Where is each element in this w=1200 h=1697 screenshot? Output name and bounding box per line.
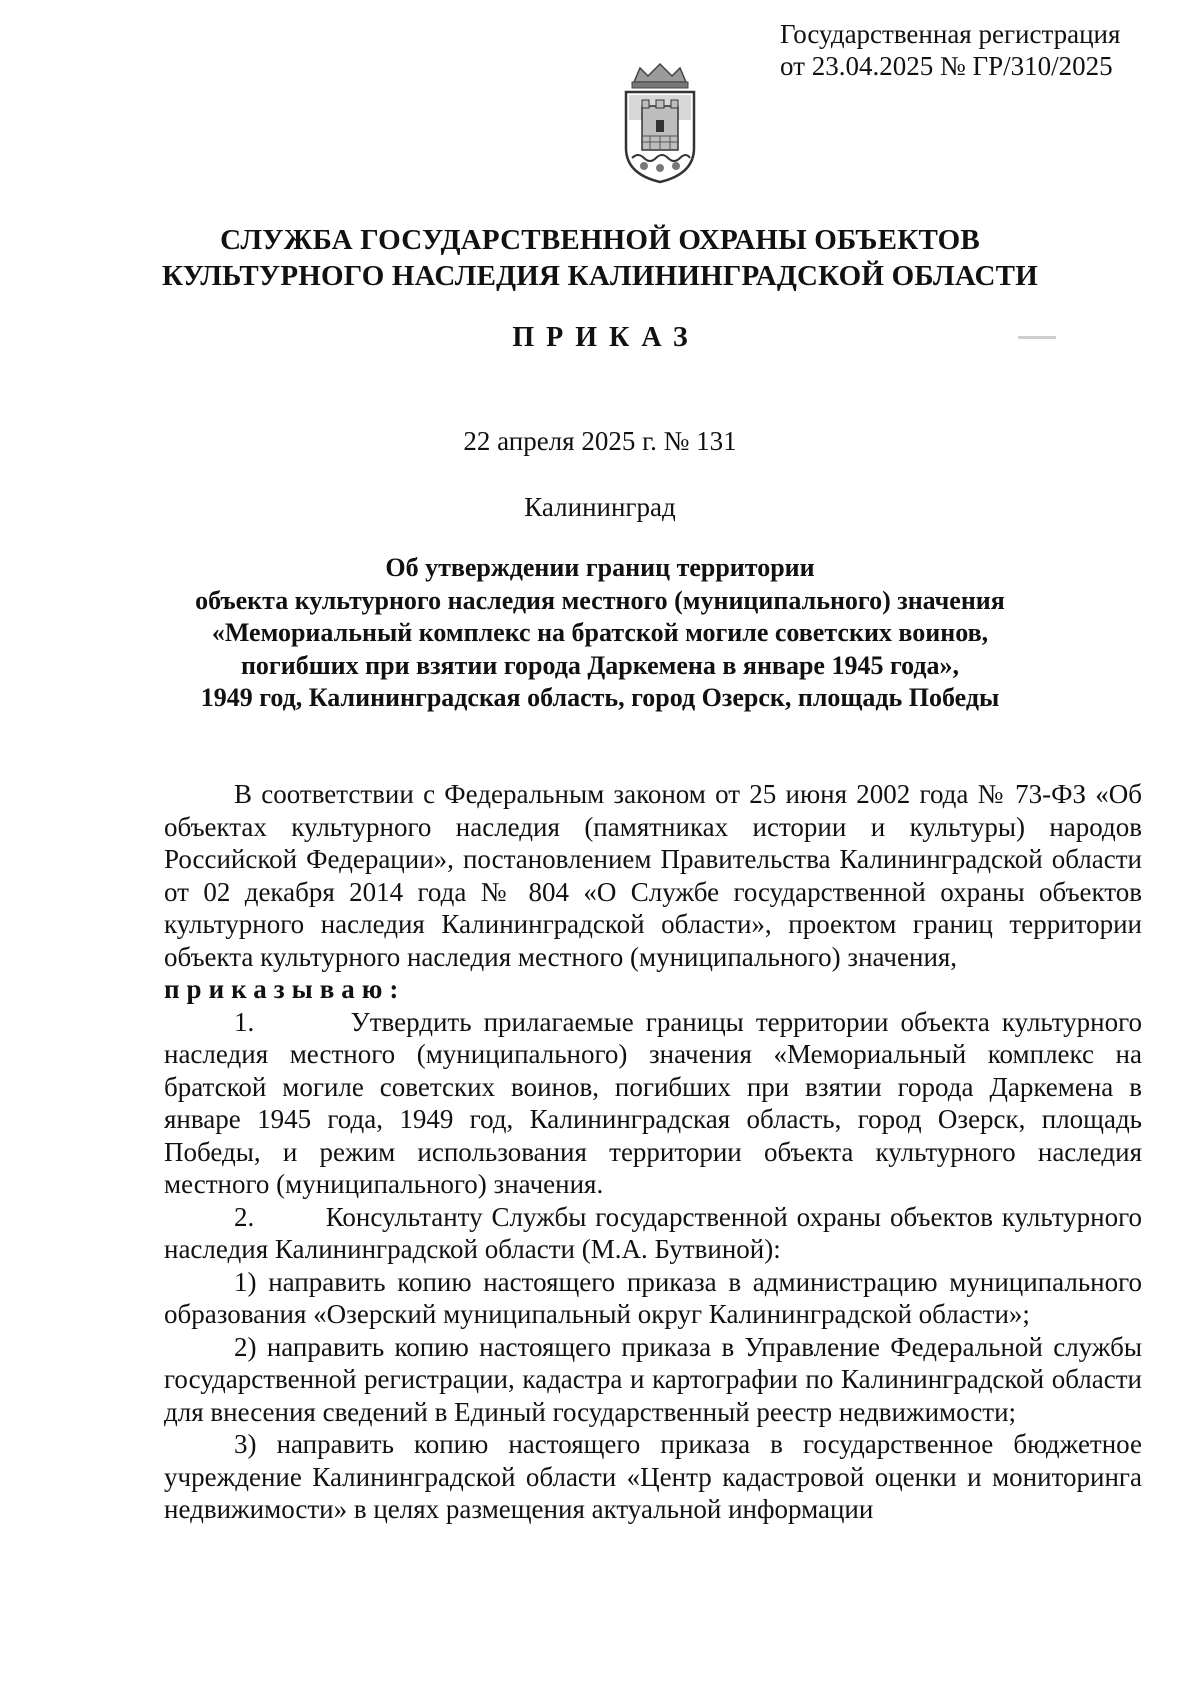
registration-line-1: Государственная регистрация (780, 19, 1121, 49)
document-type: ПРИКАЗ (512, 322, 700, 353)
order-verb-text: приказываю: (164, 974, 406, 1004)
preamble-paragraph: В соответствии с Федеральным законом от 25 июня 2002 года № 73-ФЗ «Об объектах культурного наследия (памятниках истории и культуры) народов Российской Федерации», постановлением Правительства Калининградской области от 02 декабря 2014 года № 804 «О Службе государственной охраны объектов культурного наследия Калининградской области», проектом границ территории объекта культурного наследия местного (муниципального) значения, (164, 779, 1142, 972)
registration-line-2: от 23.04.2025 № ГР/310/2025 (780, 51, 1113, 81)
agency-name-line-2: КУЛЬТУРНОГО НАСЛЕДИЯ КАЛИНИНГРАДСКОЙ ОБЛАСТИ (162, 260, 1038, 292)
title-line-3: «Мемориальный комплекс на братской могиле советских воинов, (211, 618, 989, 647)
clause-2-subitem-1: 1) направить копию настоящего приказа в администрацию муниципального образования «Озерский муниципальный округ Калининградской области»; (164, 1266, 1142, 1329)
document-body (164, 778, 1142, 1526)
title-line-4: погибших при взятии города Даркемена в январе 1945 года», (240, 650, 960, 680)
registration-stamp (780, 18, 1120, 82)
clause-2: 2. Консультанту Службы государственной охраны объектов культурного наследия Калининградской области (М.А. Бутвиной): (164, 1201, 1142, 1264)
scan-artifact (1018, 336, 1056, 339)
order-date-number: 22 апреля 2025 г. № 131 (463, 426, 737, 456)
title-line-1: Об утверждении границ территории (385, 553, 815, 582)
order-city: Калининград (524, 492, 676, 522)
clause-2-subitem-3: 3) направить копию настоящего приказа в государственное бюджетное учреждение Калининградской области «Центр кадастровой оценки и мониторинга недвижимости» в целях размещения актуальной информации (164, 1429, 1142, 1524)
order-verb (164, 973, 1142, 1006)
agency-name-line-1: СЛУЖБА ГОСУДАРСТВЕННОЙ ОХРАНЫ ОБЪЕКТОВ (220, 224, 980, 256)
kaliningrad-region-coat-of-arms-icon (612, 62, 708, 186)
title-line-5: 1949 год, Калининградская область, город Озерск, площадь Победы (200, 683, 1000, 712)
clause-2-subitem-2: 2) направить копию настоящего приказа в Управление Федеральной службы государственной регистрации, кадастра и картографии по Калининградской области для внесения сведений в Единый государственный реестр недвижимости; (164, 1331, 1142, 1427)
document-title (150, 552, 1050, 715)
agency-name (0, 222, 1200, 294)
clause-1: 1. Утвердить прилагаемые границы территории объекта культурного наследия местного (муниципального) значения «Мемориальный комплекс на братской могиле советских воинов, погибших при взятии города Даркемена в январе 1945 года, 1949 год, Калининградская область, город Озерск, площадь Победы, и режим использования территории объекта культурного наследия местного (муниципального) значения. (164, 1006, 1142, 1199)
title-line-2: объекта культурного наследия местного (муниципального) значения (195, 585, 1005, 615)
